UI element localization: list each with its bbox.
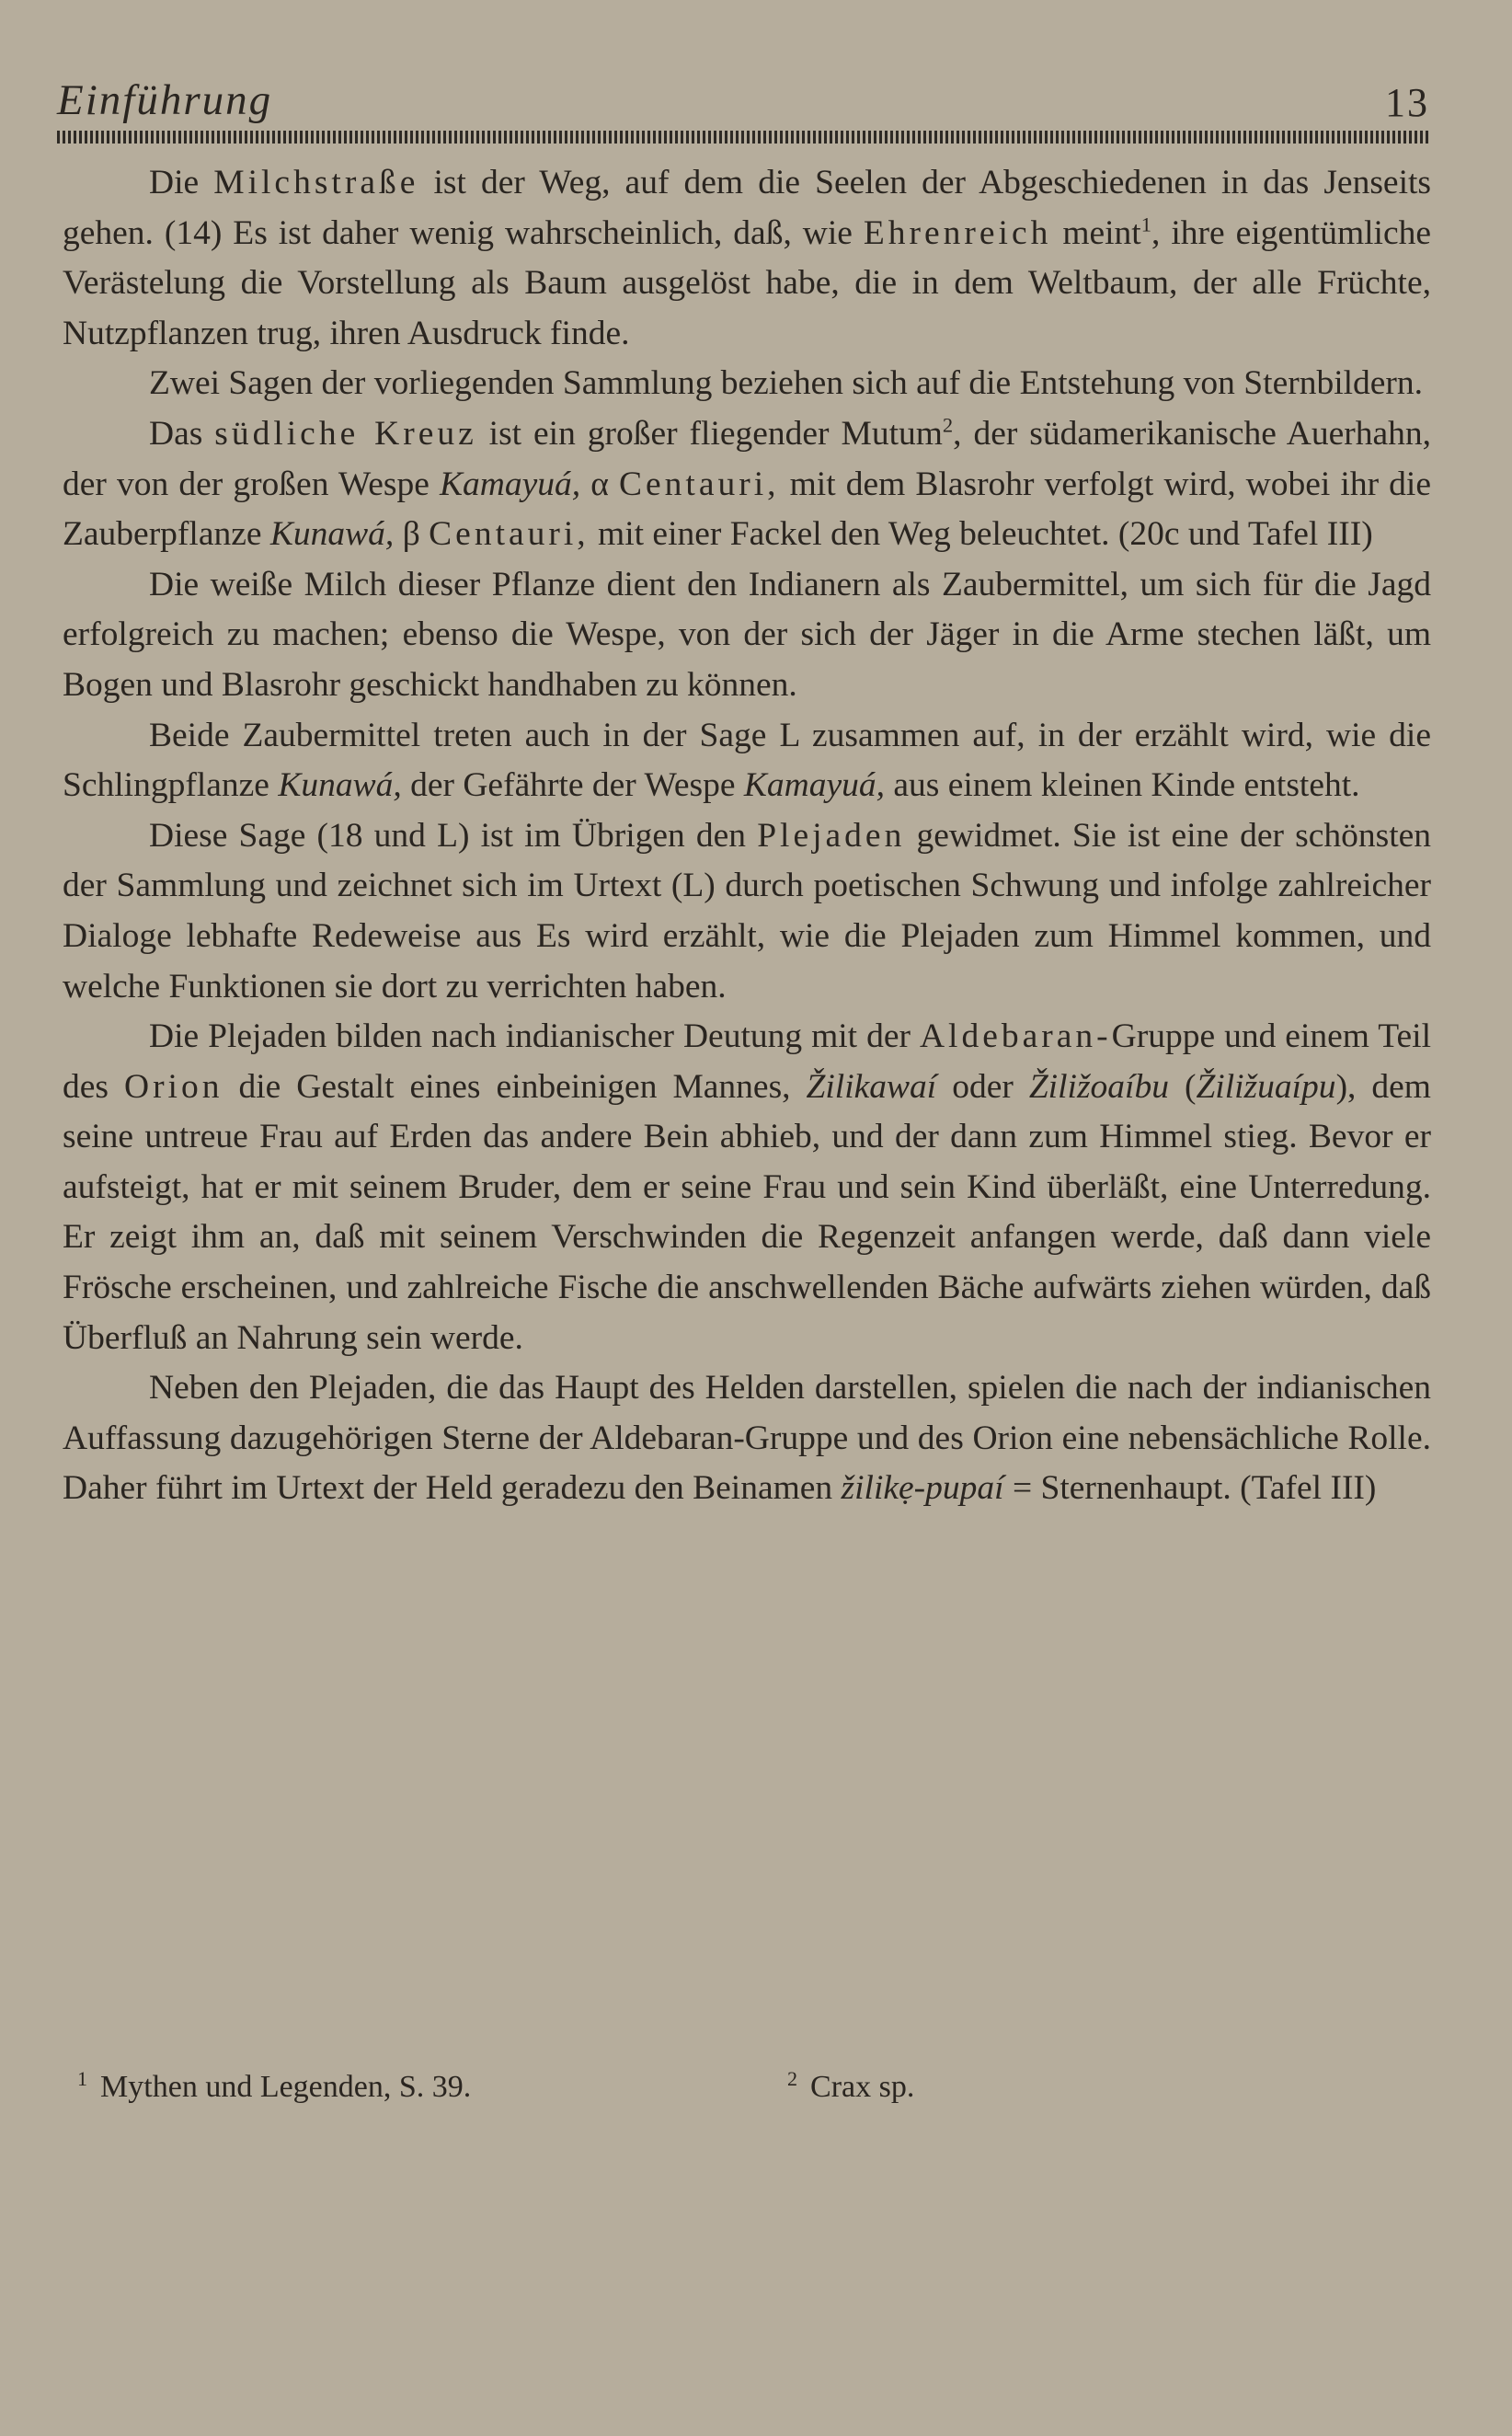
term-kunawa: Kunawá,	[278, 766, 402, 805]
footnote-2	[787, 2066, 915, 2105]
footnote-2-text: Crax sp.	[810, 2070, 915, 2104]
paragraph-2: Zwei Sagen der vorliegenden Sammlung beziehen sich auf die Entstehung von Sternbildern.	[149, 364, 1424, 403]
chapter-title: Einführung	[57, 76, 273, 124]
paragraph-1: Die Milchstraße ist der Weg, auf dem die Seelen der Abgeschiedenen in das Jenseits gehen. (14) Es ist daher wenig wahrscheinlich, daß, wie Ehrenreich meint$^1$, ihre eigentümliche Verästelung die Vorstellung als Baum ausgelöst habe, die in dem Weltbaum, der alle Früchte, Nutzpflanzen trug, ihren Ausdruck finde.	[63, 164, 1431, 352]
running-header	[57, 75, 1429, 149]
term-name-3: Žiližuaípu	[1196, 1067, 1336, 1106]
term-centauri-beta: Centauri,	[429, 515, 590, 554]
term-suedliche-kreuz: südliche Kreuz	[214, 414, 477, 453]
term-orion: Orion	[123, 1067, 223, 1106]
footnote-1-mark: 1	[77, 2066, 88, 2090]
paragraph-6: Diese Sage (18 und L) ist im Übrigen den Plejaden gewidmet. Sie ist eine der schönsten der Sammlung und zeichnet sich im Urtext (L) durch poetischen Schwung und infolge zahlreicher Dialoge lebhafte Redeweise aus Es wird erzählt, wie die Plejaden zum Himmel kommen, und welche Funktionen sie dort zu verrichten haben.	[63, 816, 1432, 1005]
footnote-1-text: Mythen und Legenden, S. 39.	[100, 2070, 472, 2104]
footnote-ref-1: 1	[1140, 213, 1151, 236]
footnote-ref-2: 2	[942, 413, 954, 437]
paragraph-4: Die weiße Milch dieser Pflanze dient den Indianern als Zaubermittel, um sich für die Jagd erfolgreich zu machen; ebenso die Wespe, von der sich der Jäger in die Arme stechen läßt, um Bogen und Blasrohr geschickt handhaben zu können.	[63, 565, 1431, 704]
term-plejaden: Plejaden	[757, 816, 906, 855]
paragraph-3: Das südliche Kreuz ist ein großer fliegender Mutum$^2$, der südamerikanische Auerhahn, der von der großen Wespe Kamayuá, α Centauri, mit dem Blasrohr verfolgt wird, wobei ihr die Zauberpflanze Kunawá, β Centauri, mit einer Fackel den Weg beleuchtet. (20c und Tafel III)	[63, 413, 1431, 554]
paragraph-5: Beide Zaubermittel treten auch in der Sage L zusammen auf, in der erzählt wird, wie die Schlingpflanze Kunawá, der Gefährte der Wespe Kamayuá, aus einem kleinen Kinde entsteht.	[63, 716, 1431, 805]
term-milchstrasse: Milchstraße	[213, 164, 419, 201]
term-kamayua: Kamayuá,	[743, 766, 885, 805]
paragraph-7: Die Plejaden bilden nach indianischer Deutung mit der Aldebaran-Gruppe und einem Teil des Orion die Gestalt eines einbeinigen Mannes, Žilikawaí oder Žiližoaíbu (Žiližuaípu), dem seine untreue Frau auf Erden das andere Bein abhieb, und der dann zum Himmel stieg. Bevor er aufsteigt, hat er mit seinem Bruder, dem er seine Frau und sein Kind überläßt, eine Unterredung. Er zeigt ihm an, daß mit seinem Verschwinden die Regenzeit anfangen werde, daß dann viele Frösche erscheinen, und zahlreiche Fische die anschwellenden Bäche aufwärts ziehen würden, daß Überfluß an Nahrung sein werde.	[63, 1017, 1432, 1357]
term-centauri-alpha: Centauri,	[619, 465, 780, 503]
term-aldebaran: Aldebaran-	[919, 1017, 1112, 1056]
term-kunawa: Kunawá,	[269, 515, 395, 554]
term-name-1: Žilikawaí	[806, 1067, 937, 1106]
header-rule	[57, 131, 1429, 144]
footnote-2-mark: 2	[787, 2066, 798, 2090]
term-name-2: Žiližoaíbu	[1028, 1067, 1169, 1106]
body-text	[63, 158, 1431, 1514]
footnote-1	[77, 2066, 472, 2105]
term-beiname: žilikẹ-pupaí	[841, 1469, 1004, 1508]
author-ehrenreich: Ehrenreich	[863, 213, 1052, 252]
page-number: 13	[1385, 80, 1429, 125]
term-kamayua: Kamayuá,	[440, 465, 581, 503]
paragraph-8: Neben den Plejaden, die das Haupt des Helden darstellen, spielen die nach der indianischen Auffassung dazugehörigen Sterne der Aldebaran-Gruppe und des Orion eine nebensächliche Rolle. Daher führt im Urtext der Held geradezu den Beinamen žilikẹ-pupaí = Sternenhaupt. (Tafel III)	[63, 1369, 1431, 1508]
